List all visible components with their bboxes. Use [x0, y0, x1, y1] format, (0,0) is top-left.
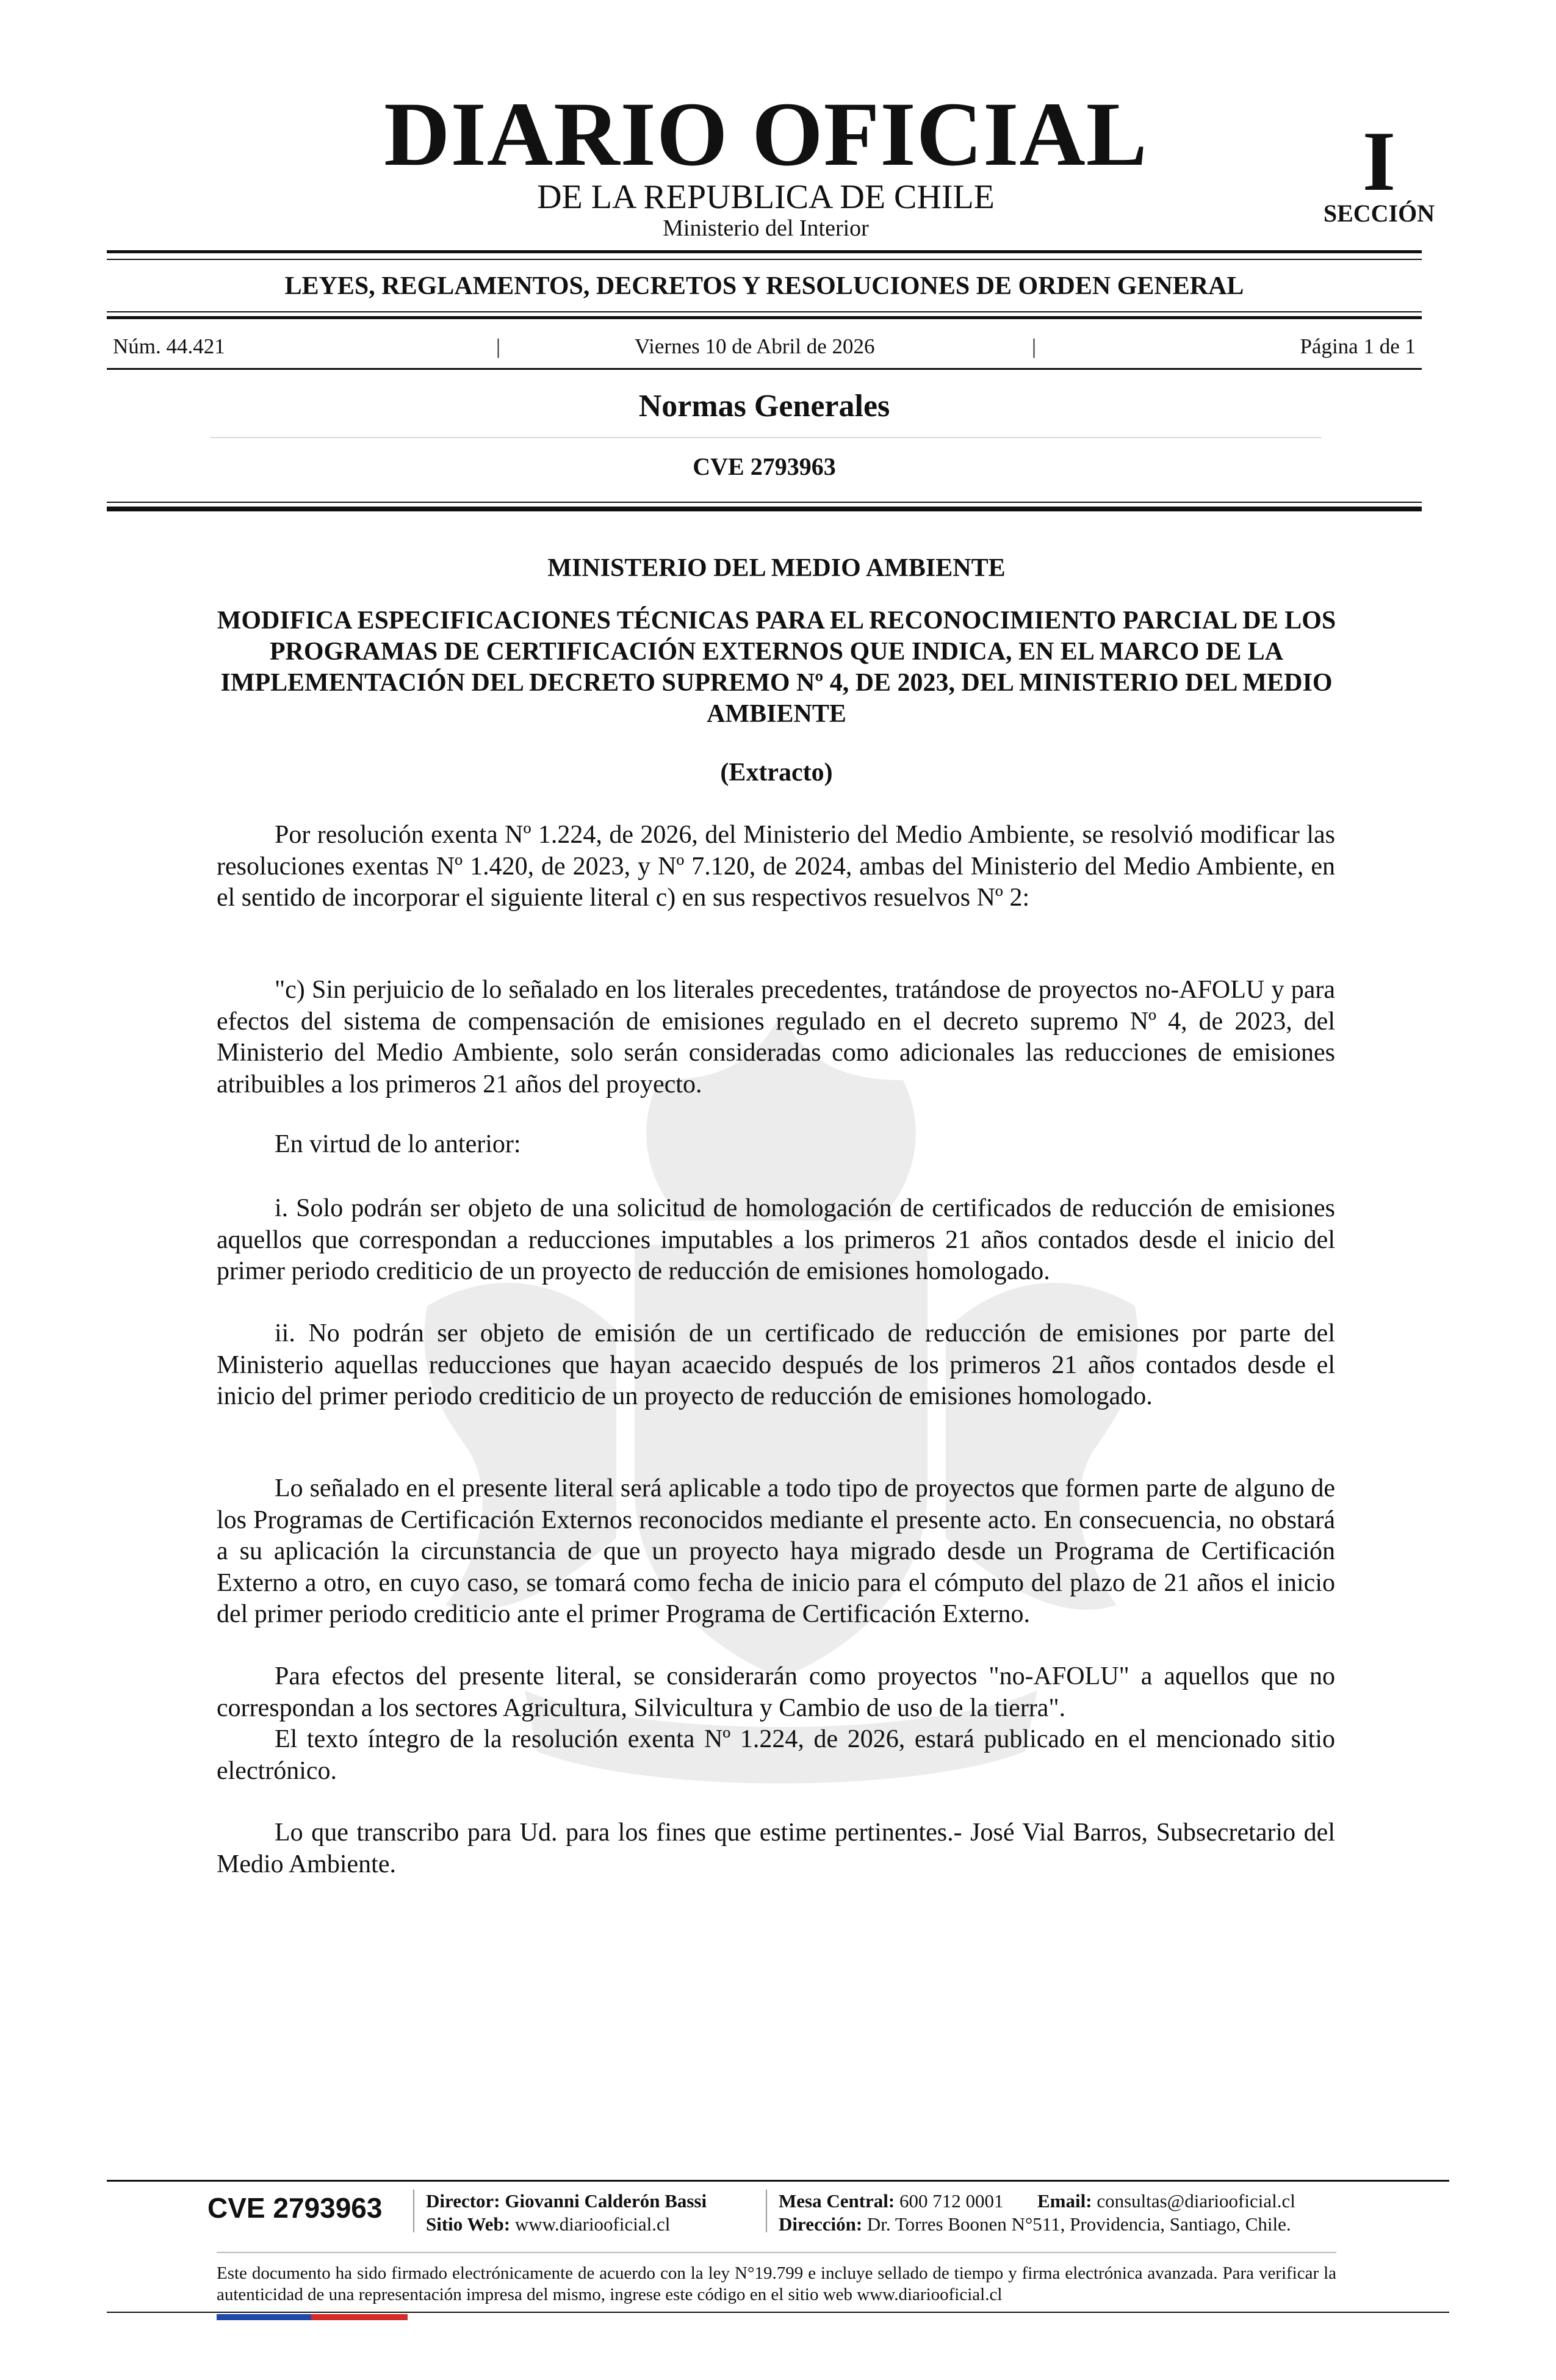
phone-label: Mesa Central:: [779, 2190, 895, 2212]
paragraph: En virtud de lo anterior:: [275, 1130, 521, 1158]
footer-rule-top: [107, 2180, 1449, 2182]
document-title: MODIFICA ESPECIFICACIONES TÉCNICAS PARA EL RECONOCIMIENTO PARCIAL DE LOS PROGRAMAS DE CERTIFICACIÓN EXTERNOS QUE INDICA, EN EL MARCO DE LA IMPLEMENTACIÓN DEL DECRETO SUPREMO Nº 4, DE 2023, DEL MINISTERIO DEL MEDIO AMBIENTE: [217, 607, 1336, 728]
footer-address: [779, 2213, 1291, 2236]
list-item: i. Solo podrán ser objeto de una solicitud de homologación de certificados de reducción de emisiones aquellos que correspondan a reducciones imputables a los primeros 21 años contados desde el inicio del primer periodo crediticio de un proyecto de reducción de emisiones homologado.: [217, 1194, 1335, 1285]
header-rule-top-thick: [107, 250, 1422, 253]
paragraph: El texto íntegro de la resolución exenta Nº 1.224, de 2026, estará publicado en el mencionado sitio electrónico.: [217, 1725, 1335, 1785]
masthead-subtitle: DE LA REPUBLICA DE CHILE: [537, 178, 995, 216]
footer-divider: [413, 2190, 414, 2232]
page-indicator: Página 1 de 1: [1300, 334, 1416, 358]
section-number: I: [1362, 114, 1396, 209]
footer-rule-mid: [217, 2252, 1336, 2253]
header-rule-mid-thin: [107, 311, 1422, 312]
footer-website: [426, 2213, 670, 2236]
header-rule-top-thin: [107, 259, 1422, 260]
list-item: ii. No podrán ser objeto de emisión de un certificado de reducción de emisiones por parte del Ministerio aquellas reducciones que hayan acaecido después de los primeros 21 años contados desde el inicio del primer periodo crediticio de un proyecto de reducción de emisiones homologado.: [217, 1319, 1335, 1410]
signature-paragraph: Lo que transcribo para Ud. para los fines que estime pertinentes.- José Vial Barros, Subsecretario del Medio Ambiente.: [217, 1819, 1335, 1878]
footer-rule-bottom: [107, 2312, 1449, 2313]
footer-contact: [779, 2190, 1295, 2213]
phone-number: 600 712 0001: [899, 2190, 1004, 2212]
document-ministry: MINISTERIO DEL MEDIO AMBIENTE: [547, 554, 1006, 582]
footer-director: [426, 2190, 707, 2213]
issue-info-row: [113, 334, 1416, 359]
director-label: Director:: [426, 2190, 500, 2212]
issue-separator: |: [496, 334, 501, 358]
director-name: Giovanni Calderón Bassi: [505, 2190, 707, 2212]
legal-notice: Este documento ha sido firmado electrónicamente de acuerdo con la ley N°19.799 e incluye sellado de tiempo y firma electrónica avanzada. Para verificar la autenticidad de una representación impresa del mismo, ingrese este código en el sitio web www.diariooficial.cl: [217, 2263, 1336, 2304]
issue-separator: |: [1032, 334, 1037, 358]
issue-number: Núm. 44.421: [113, 334, 225, 358]
section-label: SECCIÓN: [1323, 200, 1435, 227]
address-text: Dr. Torres Boonen N°511, Providencia, Santiago, Chile.: [866, 2213, 1291, 2235]
flag-stripe-blue: [217, 2314, 311, 2320]
content-rule-thin: [107, 502, 1422, 503]
email-label: Email:: [1037, 2190, 1092, 2212]
website-label: Sitio Web:: [426, 2213, 511, 2235]
website-link[interactable]: www.diariooficial.cl: [514, 2213, 671, 2235]
section-title: Normas Generales: [638, 389, 890, 424]
address-label: Dirección:: [779, 2213, 863, 2235]
flag-stripe-red: [311, 2314, 408, 2320]
extract-label: (Extracto): [720, 759, 833, 787]
footer-cve-code: CVE 2793963: [207, 2192, 383, 2224]
laws-heading: LEYES, REGLAMENTOS, DECRETOS Y RESOLUCIONES DE ORDEN GENERAL: [284, 272, 1244, 300]
section-title-underline: [211, 437, 1321, 438]
paragraph: "c) Sin perjuicio de lo señalado en los literales precedentes, tratándose de proyectos no-AFOLU y para efectos del sistema de compensación de emisiones regulado en el decreto supremo Nº 4, de 2023, del Ministerio del Medio Ambiente, solo serán consideradas como adicionales las reducciones de emisiones atribuibles a los primeros 21 años del proyecto.: [217, 976, 1335, 1098]
issue-date: Viernes 10 de Abril de 2026: [635, 334, 875, 358]
footer-divider: [766, 2190, 767, 2232]
paragraph: Para efectos del presente literal, se considerarán como proyectos "no-AFOLU" a aquellos que no correspondan a los sectores Agricultura, Silvicultura y Cambio de uso de la tierra".: [217, 1662, 1335, 1722]
header-rule-mid-thick: [107, 316, 1422, 319]
cve-code: CVE 2793963: [693, 453, 836, 480]
masthead-title: DIARIO OFICIAL: [384, 84, 1148, 185]
paragraph: Por resolución exenta Nº 1.224, de 2026, del Ministerio del Medio Ambiente, se resolvió modificar las resoluciones exentas Nº 1.420, de 2023, y Nº 7.120, de 2024, ambas del Ministerio del Medio Ambiente, en el sentido de incorporar el siguiente literal c) en sus respectivos resuelvos Nº 2:: [217, 821, 1335, 912]
content-rule-thick: [107, 507, 1422, 511]
paragraph: Lo señalado en el presente literal será aplicable a todo tipo de proyectos que formen parte de alguno de los Programas de Certificación Externos reconocidos mediante el presente acto. En consecuencia, no obstará a su aplicación la circunstancia de que un proyecto haya migrado desde un Programa de Certificación Externo a otro, en cuyo caso, se tomará como fecha de inicio para el cómputo del plazo de 21 años el inicio del primer periodo crediticio ante el primer Programa de Certificación Externo.: [217, 1474, 1335, 1628]
email-link[interactable]: consultas@diariooficial.cl: [1097, 2190, 1295, 2212]
masthead-ministry: Ministerio del Interior: [663, 215, 869, 241]
issue-row-rule: [107, 368, 1422, 370]
